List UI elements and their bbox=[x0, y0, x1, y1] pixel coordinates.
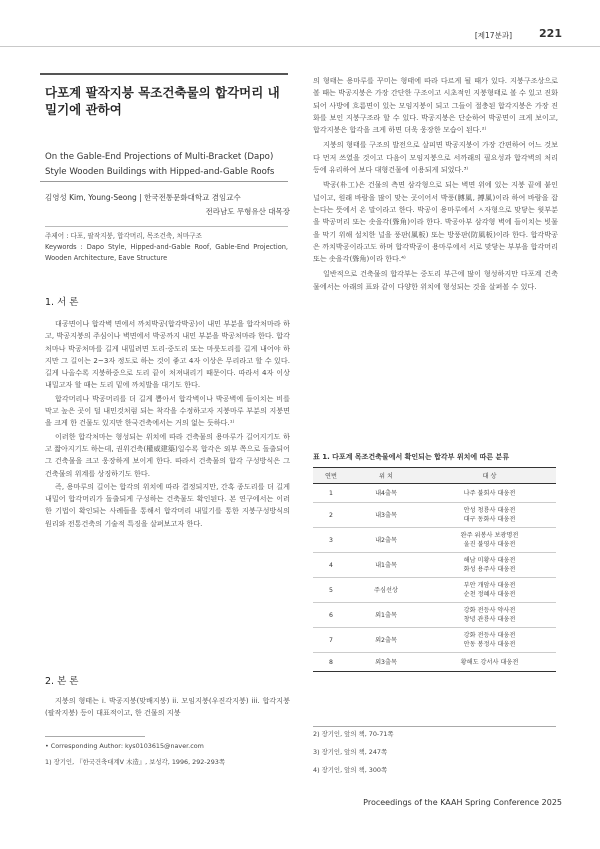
target-building: 안동 봉정사 대웅전 bbox=[463, 641, 516, 648]
table-header: 대 상 bbox=[423, 468, 556, 484]
page-footer: Proceedings of the KAAH Spring Conference 2025 bbox=[363, 798, 562, 807]
table-row bbox=[313, 503, 556, 528]
table-cell-targets bbox=[423, 528, 556, 553]
footnote-4: 4) 장기인, 앞의 책, 300쪽 bbox=[313, 766, 388, 774]
table-cell-number: 3 bbox=[313, 528, 349, 553]
table-cell-location: 내4출목 bbox=[349, 484, 423, 503]
session-label: [제17분과] bbox=[474, 31, 512, 40]
table-cell-location: 주심선상 bbox=[349, 578, 423, 603]
target-building: 완주 위봉사 보광명전 bbox=[460, 532, 519, 539]
table-row bbox=[313, 603, 556, 628]
table-caption: 표 1. 다포계 목조건축물에서 확인되는 합각부 위치에 따른 분류 bbox=[313, 453, 510, 461]
keywords-korean: 주제어 : 다포, 팔작지붕, 합각머리, 목조건축, 처마구조 bbox=[45, 232, 202, 240]
table-cell-location: 외3출목 bbox=[349, 653, 423, 672]
table-cell-targets bbox=[423, 503, 556, 528]
paper-title-english: On the Gable-End Projections of Multi-Bracket (Dapo) Style Wooden Buildings with Hipped-and-Gable Roofs bbox=[45, 152, 275, 177]
body-paragraph: 의 형태는 용마루를 꾸미는 형태에 따라 다르게 될 때가 있다. 지붕구조상으로 볼 때는 박공지붕은 가장 간단한 구조이고 시초적인 지붕형태로 볼 수 있고 진화되어 사방에 흐름면이 있는 모임지붕이 되고 그들이 절충된 합각지붕은 가장 진화를 보인 지붕구조라 할 수 있다. 박공지붕은 단순하여 박공면이 크게 보이고, 합각지붕은 합각을 크게 하면 더욱 웅장한 모습이 된다.²⁾ bbox=[313, 76, 558, 135]
paper-title: 다포계 팔작지붕 목조건축물의 합각머리 내밀기에 관하여 bbox=[45, 85, 280, 117]
keywords-english: Keywords : Dapo Style, Hipped-and-Gable Roof, Gable-End Projection, Wooden Architecture, Eave Structure bbox=[45, 243, 288, 262]
table-cell-targets bbox=[423, 603, 556, 628]
header-separator bbox=[0, 46, 600, 47]
table-cell-targets bbox=[423, 553, 556, 578]
table-header: 연번 bbox=[313, 468, 349, 484]
target-building: 창녕 관룡사 대웅전 bbox=[463, 616, 516, 623]
title-rule bbox=[40, 73, 288, 75]
table-cell-targets bbox=[423, 653, 556, 672]
target-building: 강화 전등사 약사전 bbox=[463, 607, 516, 614]
footnote-2: 2) 장기인, 앞의 책, 70-71쪽 bbox=[313, 730, 394, 738]
table-cell-location: 외2출목 bbox=[349, 628, 423, 653]
keywords-rule bbox=[45, 226, 288, 227]
target-building: 부안 개암사 대웅전 bbox=[463, 582, 516, 589]
table-row bbox=[313, 578, 556, 603]
table-cell-targets bbox=[423, 484, 556, 503]
table-cell-number: 7 bbox=[313, 628, 349, 653]
table-cell-number: 1 bbox=[313, 484, 349, 503]
author-line-1: 김영성 Kim, Young-Seong | 한국전통문화대학교 겸임교수 bbox=[45, 193, 241, 202]
footnote-rule-left bbox=[45, 736, 145, 737]
page-number: 221 bbox=[539, 27, 562, 40]
intro-paragraph: 즉, 용마루의 길이는 합각의 위치에 따라 결정되지만, 간혹 종도리를 더 길게 내밀어 합각머리가 돌출되게 구성하는 건축물도 확인된다. 본 연구에서는 이러한 기법이 확인되는 사례들을 통해서 합각머리 내밀기를 통한 지붕구성방식의 원리와 전통건축의 기술적 특징을 살펴보고자 한다. bbox=[45, 481, 290, 528]
table-cell-targets bbox=[423, 628, 556, 653]
table-header: 위 치 bbox=[349, 468, 423, 484]
right-column-text bbox=[313, 75, 558, 293]
table-row bbox=[313, 628, 556, 653]
table-row bbox=[313, 653, 556, 672]
body-paragraph: 지붕의 형태를 구조의 발전으로 살피면 박공지붕이 가장 간편하여 어느 것보다 먼저 쓰였을 것이고 다음이 모임지붕으로 서까래의 필요성과 합각벽의 처리 등에 유리하여 보다 대형건물에 이용되게 되었다.³⁾ bbox=[313, 140, 558, 175]
keywords bbox=[45, 231, 288, 264]
intro-paragraph: 대공면이나 합각벽 면에서 까치박공(합각박공)이 내민 부분을 합각처마라 하고, 박공지붕의 주심이나 벽면에서 박공까지 내민 부분을 박공처마라 한다. 합각처마나 박공처마를 길게 내밀려면 도리·중도리 또는 마룻도리를 길게 내어야 하지만 그 길이는 2~3자 정도로 하는 것이 좋고 4자 이상은 무리라고 할 수 있다. 길게 나올수록 지붕하중으로 도리 끝이 처져내리기 때문이다. 따라서 4자 이상 내밀고자 할 때는 도리 밑에 까치발을 대기도 한다. bbox=[45, 319, 290, 390]
section-heading-body: 2. 본 론 bbox=[45, 676, 79, 687]
target-building: 순천 정혜사 대웅전 bbox=[463, 591, 516, 598]
footnote-3: 3) 장기인, 앞의 책, 247쪽 bbox=[313, 748, 388, 756]
title-bottom-rule bbox=[40, 181, 288, 182]
table-row bbox=[313, 484, 556, 503]
table-row bbox=[313, 553, 556, 578]
author-info bbox=[45, 191, 290, 219]
table-cell-location: 내3출목 bbox=[349, 503, 423, 528]
target-building: 대구 동화사 대웅전 bbox=[463, 516, 516, 523]
intro-paragraph: 이러한 합각처마는 형성되는 위치에 따라 건축물의 용마루가 길어지기도 하고 짧아지기도 하는데, 권위건축(權威建築)일수록 합각은 외부 쪽으로 돌출되어 그 건축물을 크고 웅장하게 보이게 한다. 따라서 건축물의 합각 구성방식은 그 건축물의 위계를 상징하기도 한다. bbox=[45, 431, 290, 478]
table-cell-number: 6 bbox=[313, 603, 349, 628]
body-paragraph: 지붕의 형태는 i. 박공지붕(맞배지붕) ii. 모임지붕(우진각지붕) iii. 합각지붕(팔작지붕) 등이 대표적이고, 한 건물의 지붕 bbox=[45, 696, 290, 718]
target-building: 화성 용주사 대웅전 bbox=[463, 566, 516, 573]
section-heading-intro: 1. 서 론 bbox=[45, 297, 79, 308]
target-building: 해남 미황사 대웅전 bbox=[463, 557, 516, 564]
table-cell-number: 5 bbox=[313, 578, 349, 603]
table-cell-location: 내2출목 bbox=[349, 528, 423, 553]
footnote-rule-right bbox=[313, 726, 556, 727]
body-paragraph: 박공(朴工)은 건물의 측면 삼각형으로 되는 벽면 위에 있는 지붕 끝에 붙인 널이고, 원래 바람을 많이 맞는 곳이어서 박풍(膊風, 搏風)이라 하여 바람을 잡는다는 뜻에서 온 말이라고 한다. 박공이 용마루에서 ㅅ자형으로 맞닿는 윗부분을 박공머리 또는 솟을각(聳角)이라 한다. 박공아부 삼각형 벽에 들이치는 빗물을 막기 위해 설치한 널을 풍판(風板) 또는 방풍판(防風板)이라 한다. 합각박공은 까치박공이라고도 하며 합각박공이 용마루에서 서로 맞닿는 부부을 합각머리 또는 솟을각(聳角)이라 한다.⁴⁾ bbox=[313, 180, 558, 264]
table-cell-number: 4 bbox=[313, 553, 349, 578]
table-row bbox=[313, 528, 556, 553]
body-text bbox=[45, 695, 290, 720]
intro-text bbox=[45, 318, 290, 530]
table-cell-number: 2 bbox=[313, 503, 349, 528]
target-building: 울진 불영사 대웅전 bbox=[463, 541, 516, 548]
footnotes-right bbox=[313, 729, 558, 776]
classification-table bbox=[313, 467, 556, 672]
target-building: 안성 청룡사 대웅전 bbox=[463, 507, 516, 514]
target-building: 황해도 강서사 대웅전 bbox=[460, 658, 519, 666]
table-cell-location: 외1출목 bbox=[349, 603, 423, 628]
intro-paragraph: 합각머리나 박공머리를 더 길게 뽑아서 합각벽이나 박공벽에 들이치는 비를 막고 높은 곳이 덜 내민것처럼 되는 착각을 수정하고자 지붕마루 부분의 지붕면을 크게 한 건물도 있지만 한국건축에서는 거의 없는 듯하다.¹⁾ bbox=[45, 393, 290, 428]
author-line-2: 전라남도 무형유산 대목장 bbox=[205, 207, 290, 216]
target-building: 강화 전등사 대웅전 bbox=[463, 632, 516, 639]
target-building: 나주 불회사 대웅전 bbox=[463, 489, 516, 497]
table-cell-location: 내1출목 bbox=[349, 553, 423, 578]
body-paragraph: 일반적으로 건축물의 합각부는 중도리 부근에 많이 형성하지만 다포계 건축물에서는 아래의 표와 같이 다양한 위치에 형성되는 것을 살펴볼 수 있다. bbox=[313, 269, 558, 291]
corresponding-author: • Corresponding Author: kys0103615@naver.com bbox=[45, 742, 204, 750]
table-cell-number: 8 bbox=[313, 653, 349, 672]
table-cell-targets bbox=[423, 578, 556, 603]
footnotes-left bbox=[45, 741, 290, 768]
footnote-1: 1) 장기인, 『한국건축대계Ⅴ 木造』, 보성각, 1996, 292-293쪽 bbox=[45, 758, 226, 766]
